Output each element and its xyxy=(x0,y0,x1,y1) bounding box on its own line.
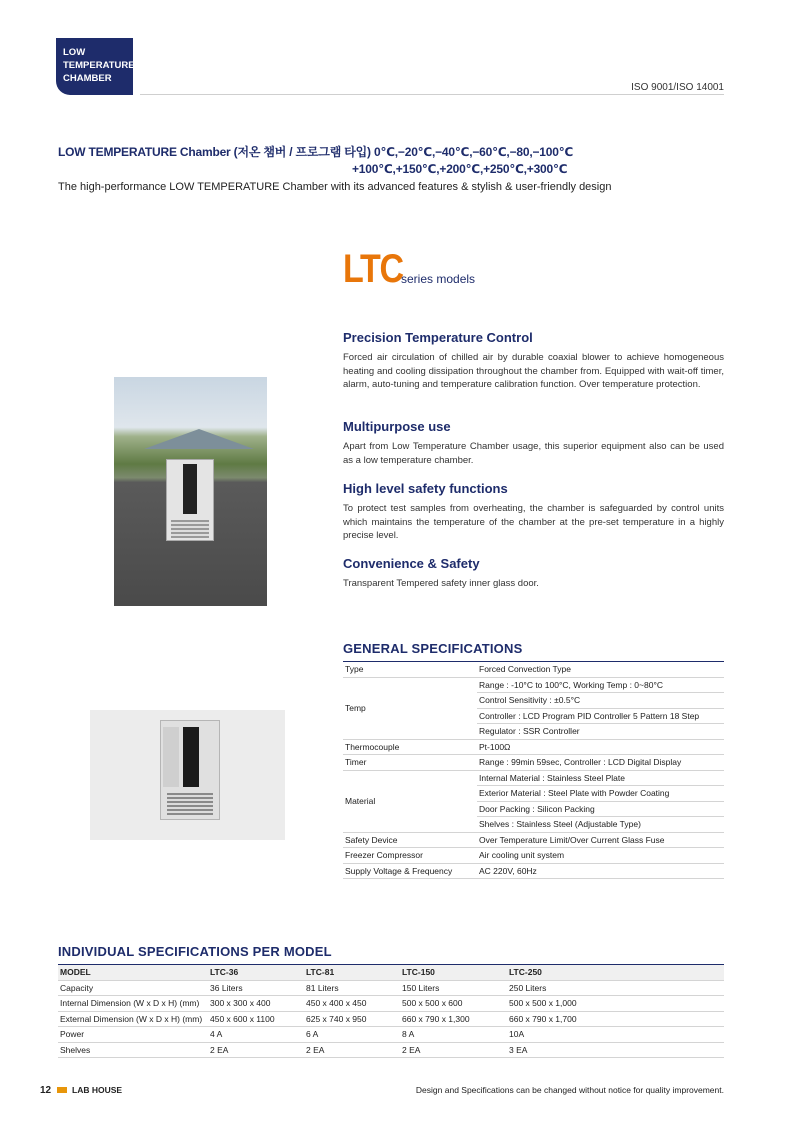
product-title: LOW TEMPERATURE Chamber (저온 챔버 / 프로그램 타입) 0℃,−20℃,−40℃,−60℃,−80,−100℃ xyxy=(58,145,574,159)
product-title-temps: +100℃,+150℃,+200℃,+250℃,+300℃ xyxy=(352,162,568,176)
product-photo-studio xyxy=(90,710,285,840)
series-code: LTC xyxy=(343,247,403,291)
table-row: Freezer Compressor Air cooling unit system xyxy=(343,848,724,864)
individual-spec-table xyxy=(58,964,724,1058)
feature-title: High level safety functions xyxy=(343,481,508,496)
table-row: Capacity 36 Liters 81 Liters 150 Liters 250 Liters xyxy=(58,980,724,996)
feature-text: Forced air circulation of chilled air by durable coaxial blower to achieve homogeneous heating and cooling dissipation throughout the chamber from. Equipped with wait-off timer, alarm, auto-tuning and temperature calibration function. Over temperature protection. xyxy=(343,352,724,390)
tag-line: TEMPERATURE xyxy=(63,60,135,71)
series-suffix: series models xyxy=(401,272,476,286)
series-heading xyxy=(343,247,476,292)
cabinet-grill xyxy=(171,520,209,538)
table-row: Shelves 2 EA 2 EA 2 EA 3 EA xyxy=(58,1042,724,1058)
chamber-cabinet xyxy=(160,720,220,820)
iso-certification: ISO 9001/ISO 14001 xyxy=(631,82,724,93)
table-row: Control Sensitivity : ±0.5°C xyxy=(343,693,724,709)
cabinet-side xyxy=(163,727,179,787)
page-number: 12 xyxy=(40,1085,52,1096)
footer-accent-bar xyxy=(57,1087,67,1093)
table-row: Supply Voltage & Frequency AC 220V, 60Hz xyxy=(343,863,724,879)
category-tag xyxy=(56,38,133,95)
cabinet-panel xyxy=(183,727,199,787)
header-divider xyxy=(140,94,724,95)
feature-text: To protect test samples from overheating, the chamber is safeguarded by control units which maintains the temperature of the chamber at the pre-set temperature in a highly precise level. xyxy=(343,503,724,541)
feature-title: Convenience & Safety xyxy=(343,556,480,571)
tag-line: CHAMBER xyxy=(63,73,112,84)
footer-disclaimer: Design and Specifications can be changed without notice for quality improvement. xyxy=(415,1085,724,1095)
table-row: External Dimension (W x D x H) (mm) 450 x 600 x 1100 625 x 740 x 950 660 x 790 x 1,300 660 x 790 x 1,700 xyxy=(58,1011,724,1027)
tag-line: LOW xyxy=(63,47,86,58)
product-photo-outdoor xyxy=(114,377,267,606)
footer-brand: LAB HOUSE xyxy=(72,1085,123,1095)
table-row: Type Forced Convection Type xyxy=(343,662,724,678)
table-row: Controller : LCD Program PID Controller 5 Pattern 18 Step xyxy=(343,708,724,724)
feature-title: Multipurpose use xyxy=(343,419,451,434)
individual-spec-title: INDIVIDUAL SPECIFICATIONS PER MODEL xyxy=(58,944,332,959)
feature-title: Precision Temperature Control xyxy=(343,330,533,345)
table-row: Power 4 A 6 A 8 A 10A xyxy=(58,1027,724,1043)
product-tagline: The high-performance LOW TEMPERATURE Chamber with its advanced features & stylish & user-friendly design xyxy=(58,181,612,193)
table-row: Exterior Material : Steel Plate with Powder Coating xyxy=(343,786,724,802)
feature-convenience xyxy=(343,556,724,591)
table-row: Regulator : SSR Controller xyxy=(343,724,724,740)
feature-multipurpose xyxy=(343,419,724,467)
general-spec-title: GENERAL SPECIFICATIONS xyxy=(343,641,523,656)
table-row: Temp Range : -10°C to 100°C, Working Temp : 0~80°C xyxy=(343,677,724,693)
table-row: Thermocouple Pt-100Ω xyxy=(343,739,724,755)
table-header-row: MODEL LTC-36 LTC-81 LTC-150 LTC-250 xyxy=(58,965,724,981)
feature-text: Apart from Low Temperature Chamber usage, this superior equipment also can be used as a low temperature chamber. xyxy=(343,441,724,466)
general-spec-table xyxy=(343,661,724,879)
feature-precision xyxy=(343,330,724,392)
table-row: Safety Device Over Temperature Limit/Over Current Glass Fuse xyxy=(343,832,724,848)
table-row: Internal Dimension (W x D x H) (mm) 300 x 300 x 400 450 x 400 x 450 500 x 500 x 600 500 x 500 x 1,000 xyxy=(58,996,724,1012)
mountain-shape xyxy=(144,429,254,449)
table-row: Door Packing : Silicon Packing xyxy=(343,801,724,817)
feature-safety xyxy=(343,481,724,543)
chamber-cabinet xyxy=(166,459,214,541)
feature-text: Transparent Tempered safety inner glass door. xyxy=(343,578,539,589)
table-row: Material Internal Material : Stainless Steel Plate xyxy=(343,770,724,786)
table-row: Timer Range : 99min 59sec, Controller : LCD Digital Display xyxy=(343,755,724,771)
cabinet-panel xyxy=(183,464,197,514)
cabinet-grill xyxy=(167,793,213,815)
table-row: Shelves : Stainless Steel (Adjustable Type) xyxy=(343,817,724,833)
